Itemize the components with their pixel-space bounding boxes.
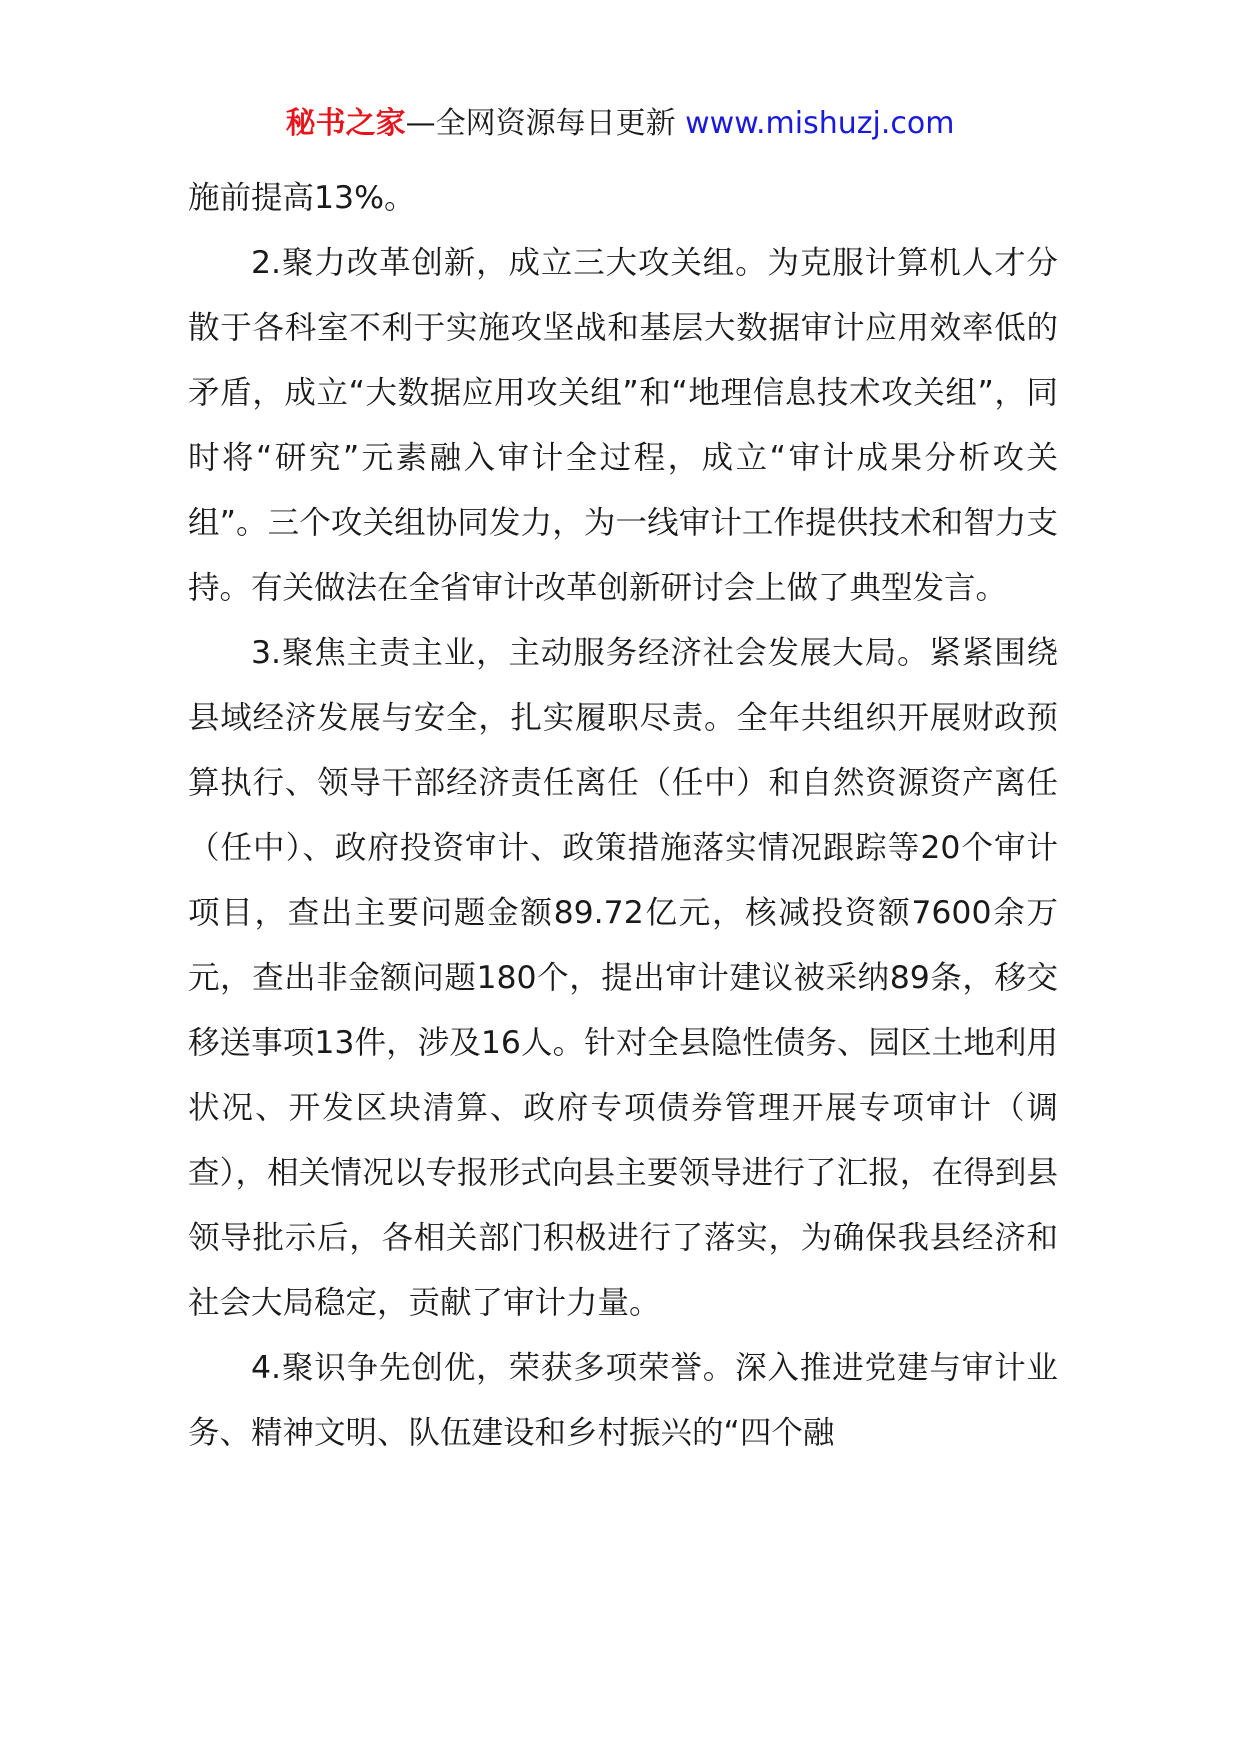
paragraph-item-2: 2.聚力改革创新，成立三大攻关组。为克服计算机人才分散于各科室不利于实施攻坚战和基层大数据审计应用效率低的矛盾，成立“大数据应用攻关组”和“地理信息技术攻关组”，同时将“研究”元素融入审计全过程，成立“审计成果分析攻关组”。三个攻关组协同发力，为一线审计工作提供技术和智力支持。有关做法在全省审计改革创新研讨会上做了典型发言。 bbox=[188, 245, 1058, 606]
brand-name: 秘书之家 bbox=[285, 106, 406, 141]
site-url[interactable]: www.mishuzj.com bbox=[685, 106, 955, 141]
page-header bbox=[0, 102, 1240, 146]
paragraph-continuation: 施前提高13%。 bbox=[188, 180, 416, 216]
paragraph-item-4: 4.聚识争先创优，荣获多项荣誉。深入推进党建与审计业务、精神文明、队伍建设和乡村振兴的“四个融 bbox=[188, 1350, 1058, 1451]
paragraph-item-3: 3.聚焦主责主业，主动服务经济社会发展大局。紧紧围绕县域经济发展与安全，扎实履职尽责。全年共组织开展财政预算执行、领导干部经济责任离任（任中）和自然资源资产离任（任中）、政府投资审计、政策措施落实情况跟踪等20个审计项目，查出主要问题金额89.72亿元，核减投资额7600余万元，查出非金额问题180个，提出审计建议被采纳89条，移交移送事项13件，涉及16人。针对全县隐性债务、园区土地利用状况、开发区块清算、政府专项债券管理开展专项审计（调查），相关情况以专报形式向县主要领导进行了汇报，在得到县领导批示后，各相关部门积极进行了落实，为确保我县经济和社会大局稳定，贡献了审计力量。 bbox=[188, 635, 1058, 1321]
header-tagline: —全网资源每日更新 bbox=[405, 106, 686, 141]
document-body bbox=[188, 166, 1058, 1466]
